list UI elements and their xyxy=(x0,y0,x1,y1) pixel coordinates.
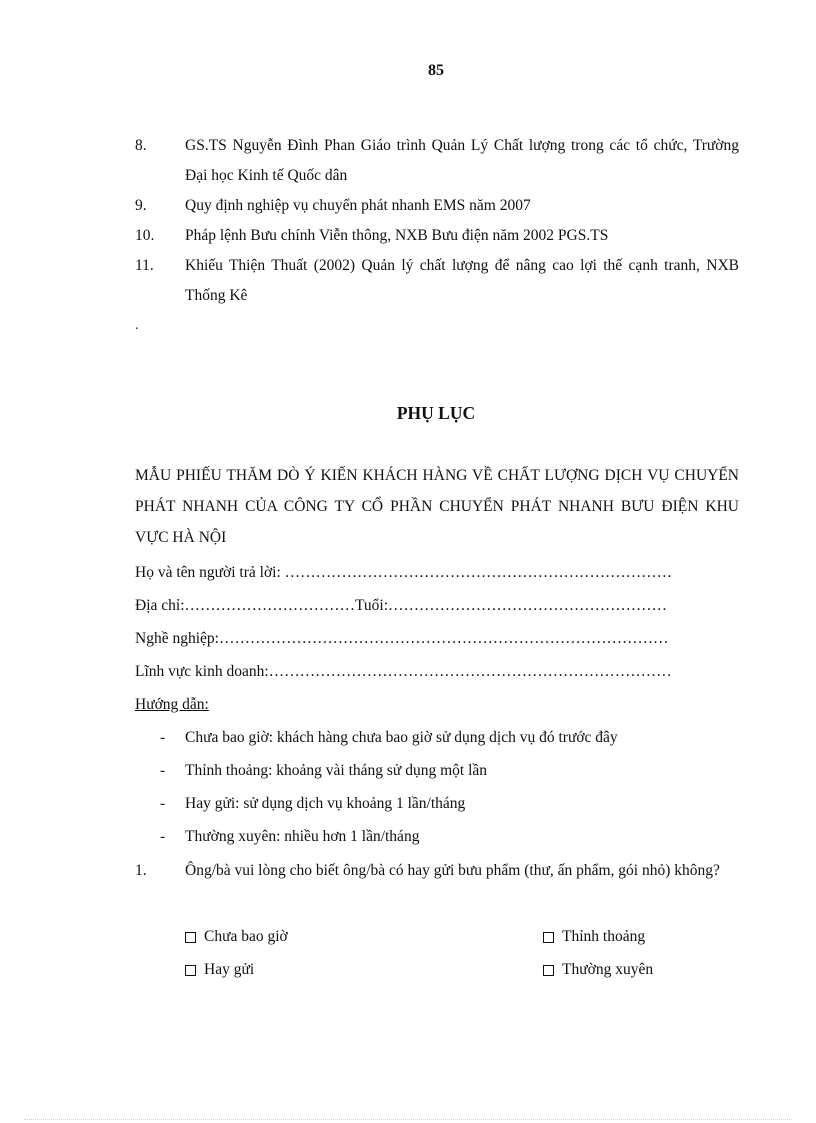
field-address-age: Địa chỉ:……………………………Tuổi:……………………………………………… xyxy=(135,597,668,614)
guide-item-text: Chưa bao giờ: khách hàng chưa bao giờ sử dụng dịch vụ đó trước đây xyxy=(185,729,618,746)
question-number: 1. xyxy=(135,862,147,879)
guide-heading: Hướng dẫn: xyxy=(135,696,209,713)
question-1 xyxy=(135,855,739,886)
guide-item xyxy=(160,754,618,787)
option-label: Thường xuyên xyxy=(562,961,654,978)
dash-bullet: - xyxy=(160,762,166,779)
option-label: Hay gửi xyxy=(204,961,255,978)
page-bottom-divider xyxy=(24,1119,792,1120)
checkbox-icon[interactable] xyxy=(543,965,554,976)
dash-bullet: - xyxy=(160,795,166,812)
reference-item xyxy=(135,251,739,311)
option-label: Chưa bao giờ xyxy=(204,928,288,945)
reference-number: 10. xyxy=(135,227,155,244)
guide-item xyxy=(160,721,618,754)
guide-item xyxy=(160,820,618,853)
option-often[interactable] xyxy=(185,953,543,986)
guide-item xyxy=(160,787,618,820)
reference-text: Khiếu Thiện Thuất (2002) Quản lý chất lượng để nâng cao lợi thế cạnh tranh, NXB Thống Kê xyxy=(185,257,739,304)
dash-bullet: - xyxy=(160,828,166,845)
checkbox-icon[interactable] xyxy=(185,932,196,943)
option-row xyxy=(185,953,745,986)
respondent-fields xyxy=(135,556,745,721)
guide-item-text: Hay gửi: sử dụng dịch vụ khoảng 1 lần/tháng xyxy=(185,795,466,812)
reference-number: 8. xyxy=(135,137,147,154)
option-occasionally[interactable] xyxy=(543,920,645,953)
field-business: Lĩnh vực kinh doanh:…………………………………………………………………… xyxy=(135,663,672,680)
option-never[interactable] xyxy=(185,920,543,953)
appendix-title: PHỤ LỤC xyxy=(396,403,476,423)
guide-list xyxy=(160,721,618,853)
reference-item xyxy=(135,221,739,251)
reference-text: GS.TS Nguyễn Đình Phan Giáo trình Quản Lý Chất lượng trong các tổ chức, Trường Đại học Kinh tế Quốc dân xyxy=(185,137,739,184)
reference-item xyxy=(135,131,739,191)
option-label: Thỉnh thoảng xyxy=(562,928,646,945)
option-regularly[interactable] xyxy=(543,953,653,986)
guide-item-text: Thường xuyên: nhiều hơn 1 lần/tháng xyxy=(185,828,420,845)
field-occupation: Nghề nghiệp:…………………………………………………………………………… xyxy=(135,630,669,647)
reference-number: 11. xyxy=(135,257,154,274)
reference-number: 9. xyxy=(135,197,147,214)
guide-item-text: Thỉnh thoảng: khoảng vài tháng sử dụng một lần xyxy=(185,762,488,779)
page-number: 85 xyxy=(428,62,444,79)
question-text: Ông/bà vui lòng cho biết ông/bà có hay gửi bưu phẩm (thư, ấn phẩm, gói nhỏ) không? xyxy=(185,862,720,879)
field-name: Họ và tên người trả lời: ………………………………………………………………… xyxy=(135,564,673,581)
reference-list xyxy=(135,131,739,311)
option-row xyxy=(185,920,745,953)
checkbox-icon[interactable] xyxy=(543,932,554,943)
dash-bullet: - xyxy=(160,729,166,746)
reference-text: Pháp lệnh Bưu chính Viễn thông, NXB Bưu điện năm 2002 PGS.TS xyxy=(185,227,609,244)
stray-mark: . xyxy=(135,318,139,333)
survey-title: MẪU PHIẾU THĂM DÒ Ý KIẾN KHÁCH HÀNG VỀ CHẤT LƯỢNG DỊCH VỤ CHUYỂN PHÁT NHANH CỦA CÔNG TY CỔ PHẦN CHUYỂN PHÁT NHANH BƯU ĐIỆN KHU VỰC HÀ NỘI xyxy=(135,467,739,546)
reference-text: Quy định nghiệp vụ chuyển phát nhanh EMS năm 2007 xyxy=(185,197,531,214)
question-1-options xyxy=(185,920,745,986)
reference-item xyxy=(135,191,739,221)
checkbox-icon[interactable] xyxy=(185,965,196,976)
